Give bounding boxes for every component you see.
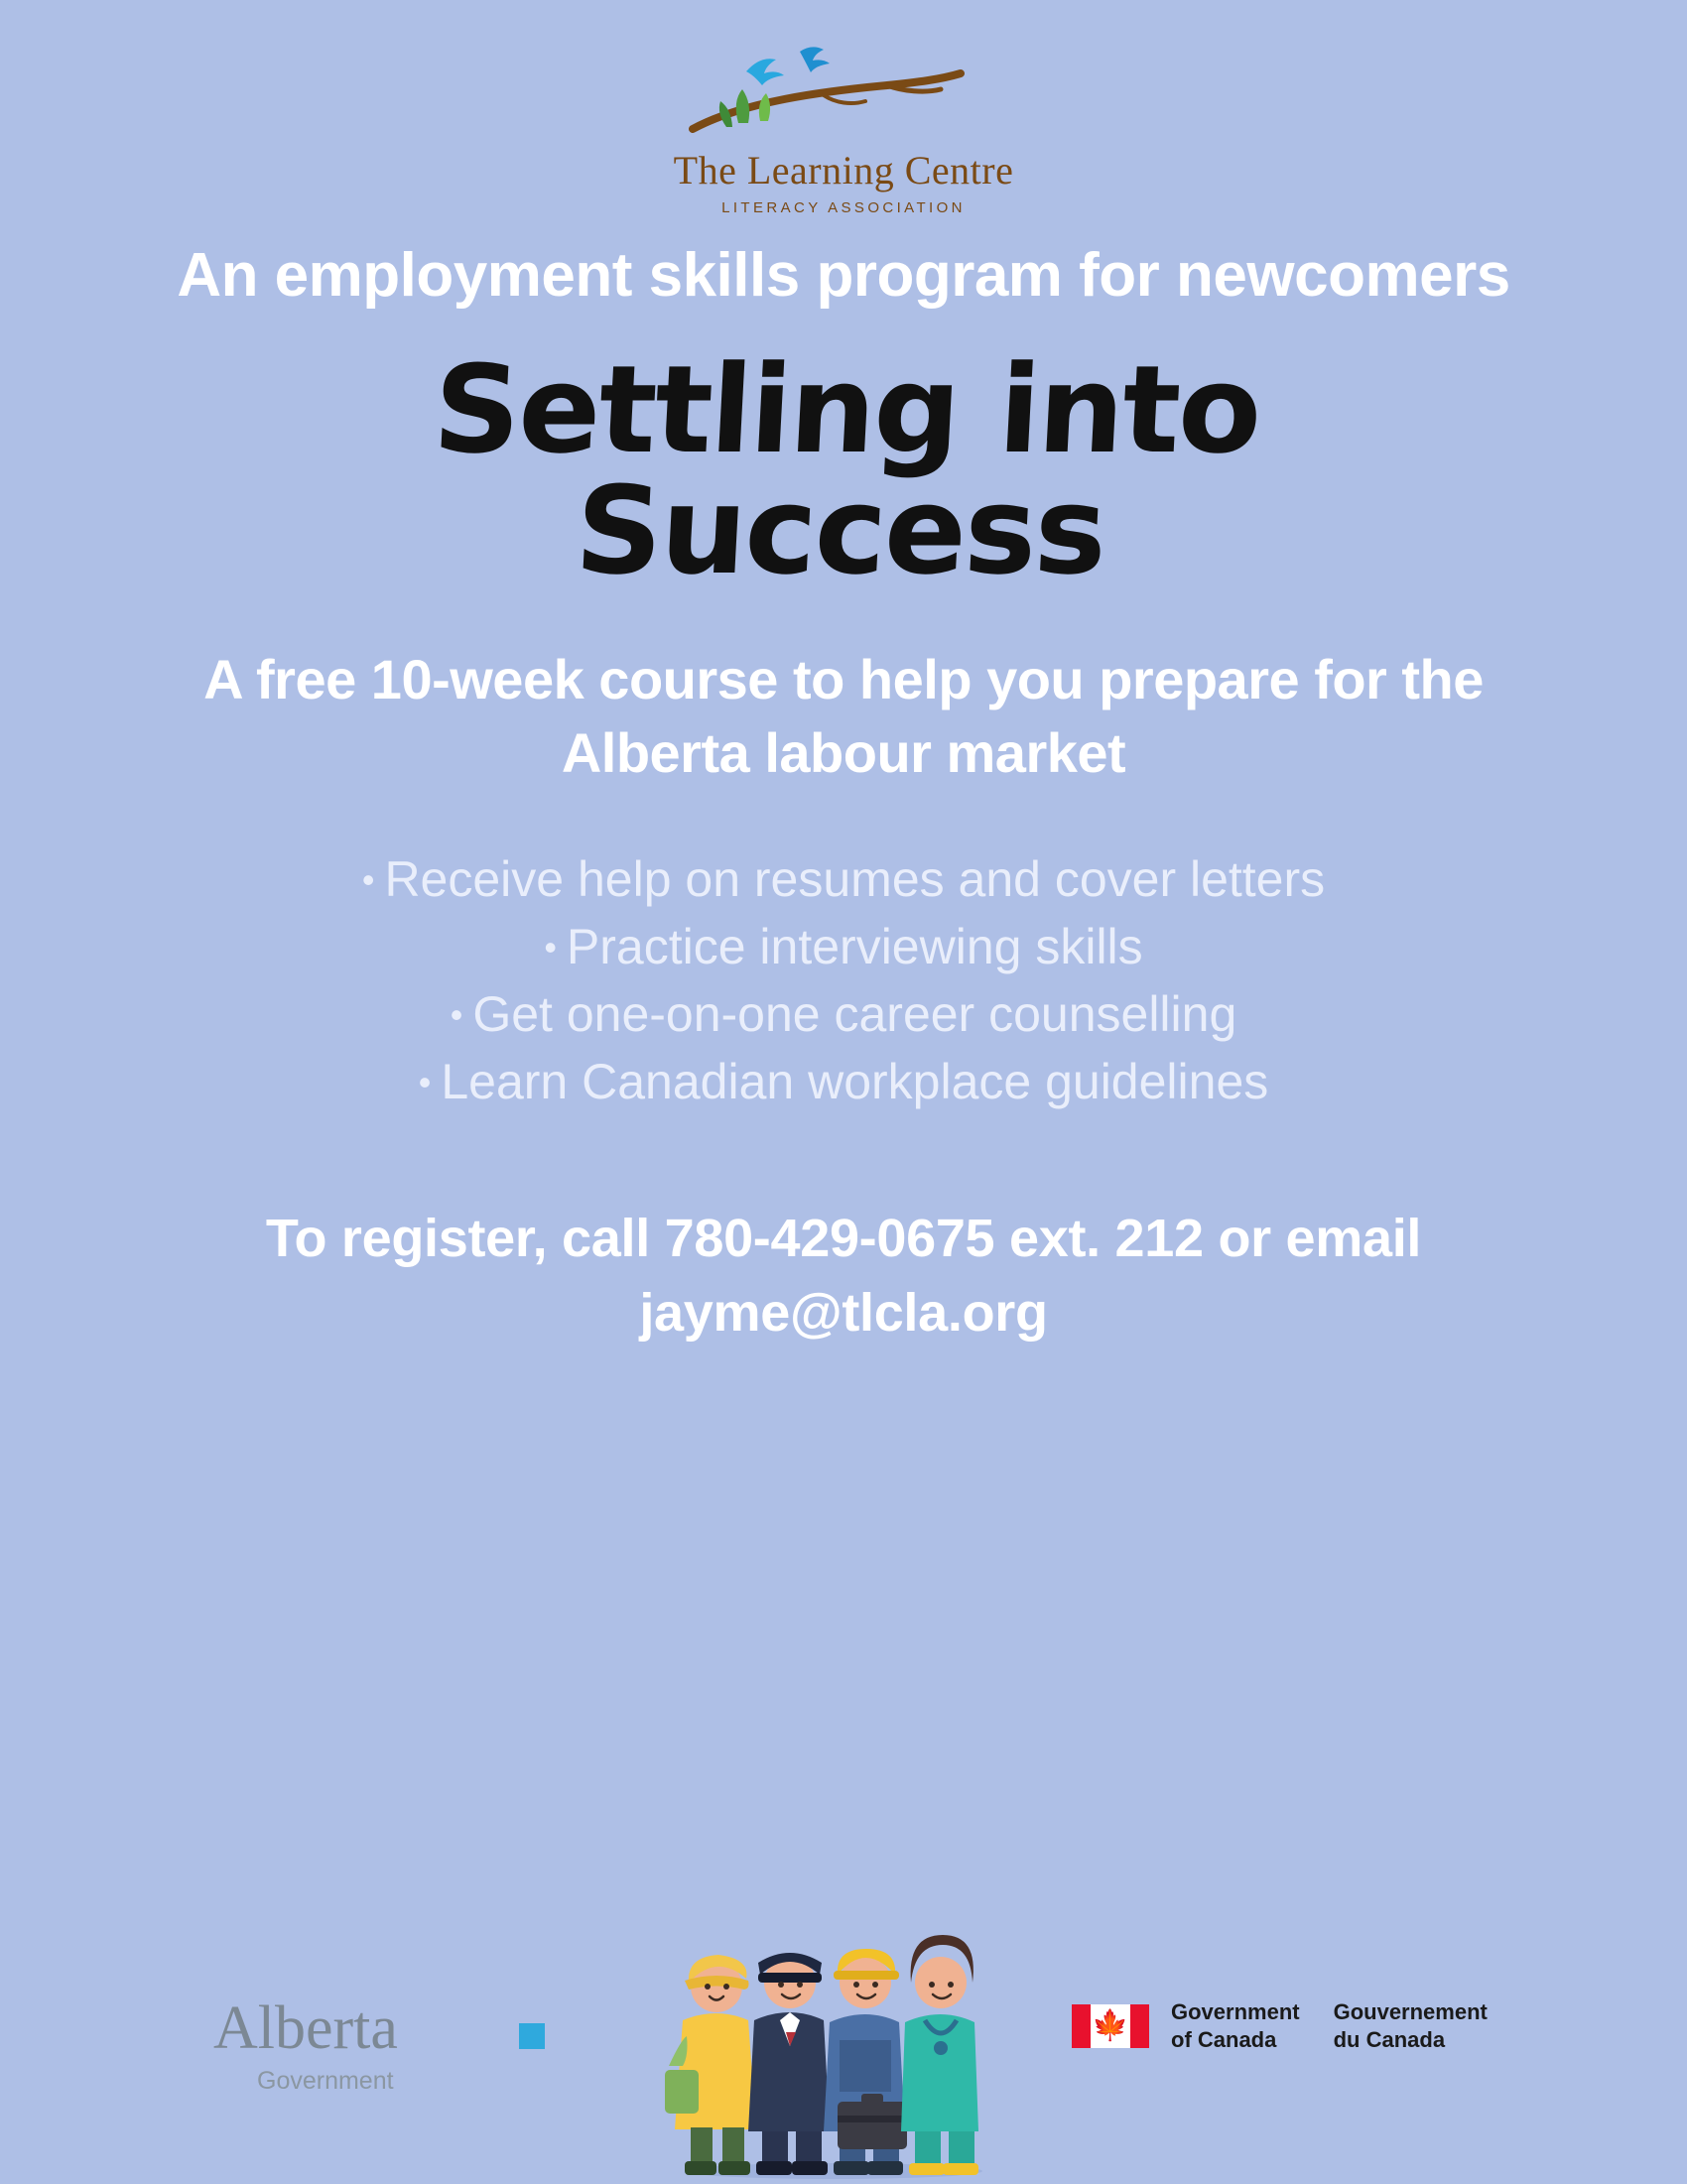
bullet-dot-icon: • — [361, 859, 375, 901]
subtitle: A free 10-week course to help you prepare for the Alberta labour market — [203, 647, 1484, 784]
canada-wordmark-french — [1334, 1998, 1488, 2054]
canada-en-line1: Government — [1171, 1998, 1300, 2024]
alberta-wordmark: Alberta — [213, 1994, 398, 2062]
flag-bar-left — [1072, 2004, 1091, 2048]
canada-fr-line1: Gouvernement — [1333, 1998, 1488, 2024]
canada-flag-icon — [1072, 2004, 1149, 2048]
list-item-label: Receive help on resumes and cover letters — [384, 851, 1326, 908]
alberta-flag-icon — [519, 2023, 545, 2049]
logo-name: The Learning Centre — [673, 148, 1014, 193]
branch-icon — [693, 73, 961, 129]
leaf-icon — [719, 89, 770, 127]
bullet-dot-icon: • — [544, 927, 557, 968]
bird-icon-2 — [800, 47, 830, 72]
flag-bar-right — [1130, 2004, 1149, 2048]
footer — [0, 1875, 1687, 2183]
list-item — [248, 985, 1439, 1043]
canada-wordmark — [1171, 1998, 1488, 2054]
contact-info: To register, call 780-429-0675 ext. 212 or email jayme@tlcla.org — [265, 1209, 1422, 1343]
person-nurse-icon — [901, 1935, 978, 2175]
person-construction-worker-icon — [824, 1949, 907, 2175]
benefits-list — [248, 850, 1439, 1120]
alberta-government-logo — [213, 1994, 511, 2096]
person-pilot-icon — [748, 1953, 830, 2175]
organization-logo — [635, 44, 1052, 216]
person-farmer-icon — [665, 1955, 756, 2175]
canada-wordmark-english — [1171, 1998, 1300, 2054]
maple-leaf-icon: 🍁 — [1092, 2008, 1129, 2042]
bullet-dot-icon: • — [418, 1062, 432, 1103]
bird-icon-1 — [746, 59, 784, 85]
logo-artwork — [675, 44, 1012, 153]
list-item-label: Learn Canadian workplace guidelines — [441, 1054, 1269, 1110]
list-item-label: Practice interviewing skills — [566, 919, 1143, 975]
list-item — [248, 1053, 1439, 1110]
list-item-label: Get one-on-one career counselling — [472, 986, 1237, 1043]
list-item — [248, 850, 1439, 908]
alberta-tagline: Government — [257, 2067, 394, 2095]
government-of-canada-logo — [1072, 1998, 1488, 2054]
logo-subtitle: LITERACY ASSOCIATION — [721, 199, 966, 216]
workers-group-illustration — [655, 1891, 1012, 2179]
canada-en-line2: of Canada — [1171, 2026, 1277, 2052]
page-title: Settling into Success — [430, 338, 1264, 601]
list-item — [248, 918, 1439, 975]
bullet-dot-icon: • — [450, 994, 463, 1036]
kicker-heading: An employment skills program for newcomers — [177, 241, 1510, 310]
canada-fr-line2: du Canada — [1333, 2026, 1446, 2052]
